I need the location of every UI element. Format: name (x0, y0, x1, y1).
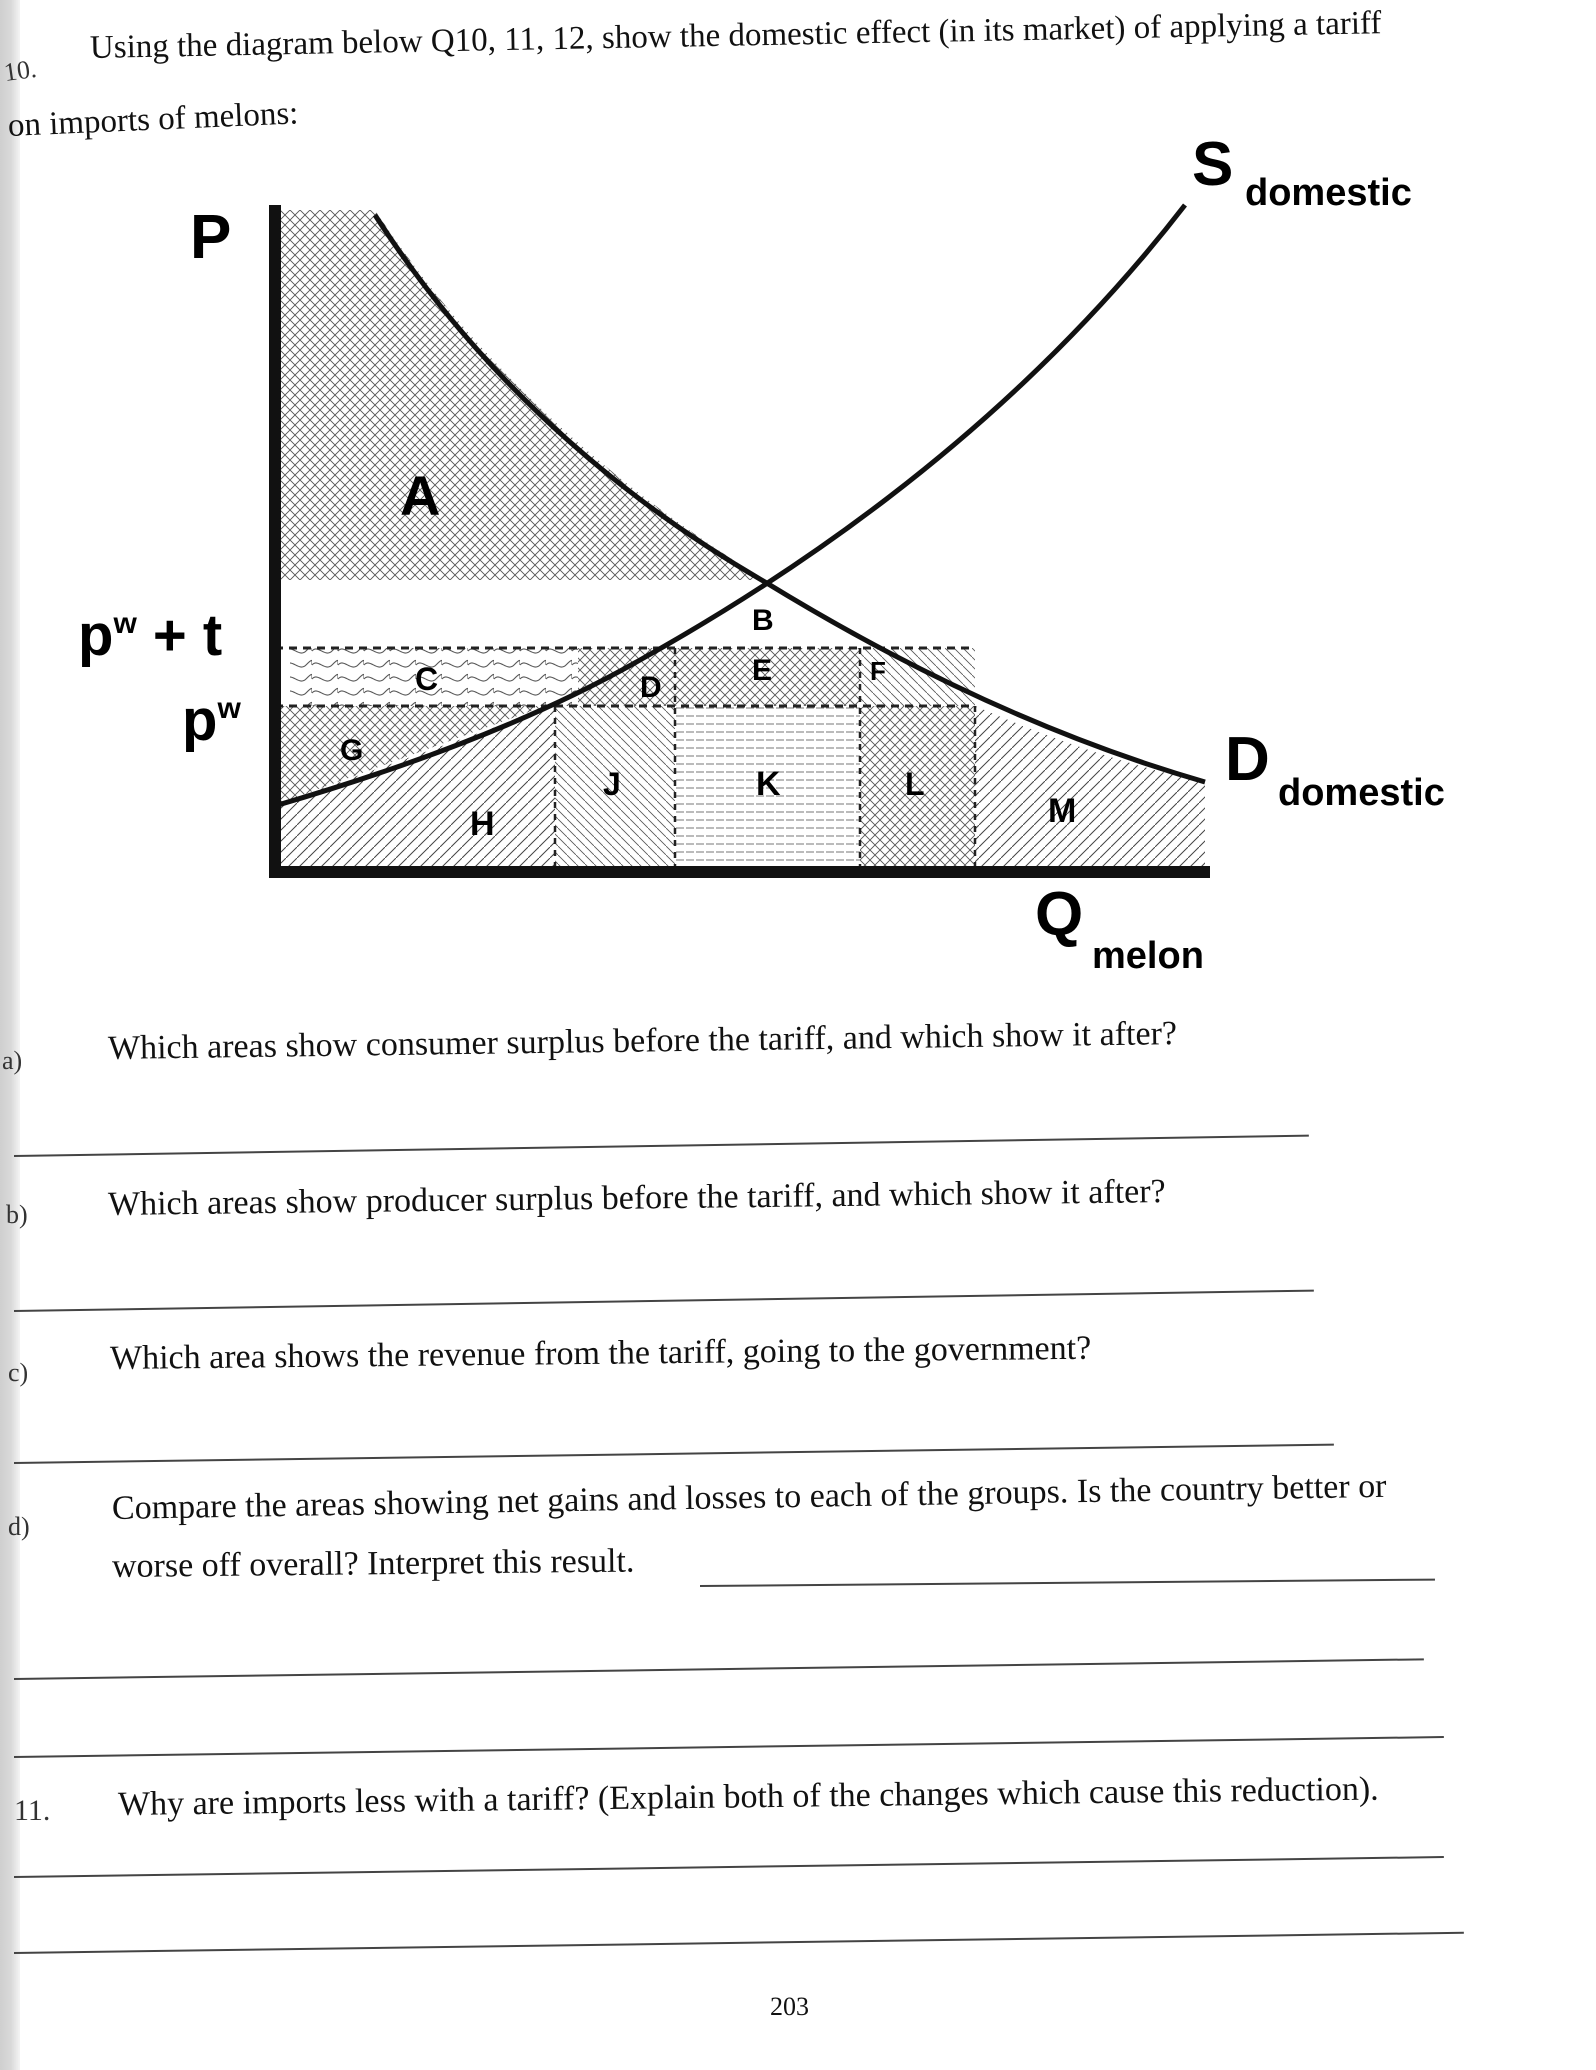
answer-line-11-1[interactable] (14, 1856, 1444, 1878)
price-world-label: $p^w$ (182, 688, 241, 753)
question-11: Why are imports less with a tariff? (Explain both of the changes which cause this reduction). (117, 1770, 1379, 1823)
answer-line-d-1[interactable] (14, 1658, 1424, 1680)
area-label-b: B (752, 604, 774, 637)
question-number-11: 11. (14, 1794, 51, 1827)
area-label-c: C (415, 661, 439, 697)
answer-line-d-inline[interactable] (700, 1579, 1435, 1587)
part-label-c: c) (8, 1358, 29, 1387)
part-label-b: b) (6, 1200, 28, 1229)
area-label-a: A (400, 464, 441, 527)
area-label-h: H (470, 805, 495, 843)
answer-line-11-2[interactable] (14, 1932, 1464, 1954)
area-b-e-region (578, 648, 860, 706)
part-label-a: a) (2, 1046, 23, 1075)
question-a: Which areas show consumer surplus before the tariff, and which show it after? (107, 1015, 1178, 1067)
part-label-d: d) (8, 1512, 30, 1541)
question-c: Which area shows the revenue from the tariff, going to the government? (109, 1329, 1092, 1377)
question-d-line-2: worse off overall? Interpret this result. (111, 1542, 635, 1585)
area-label-j: J (603, 766, 621, 802)
answer-line-d-2[interactable] (14, 1736, 1444, 1758)
page-number: 203 (770, 1992, 809, 2021)
area-label-f: F (870, 656, 886, 686)
area-label-m: M (1048, 792, 1077, 830)
question-b: Which areas show producer surplus before the tariff, and which show it after? (107, 1173, 1166, 1223)
answer-line-a[interactable] (14, 1135, 1309, 1157)
question-d-line-1: Compare the areas showing net gains and losses to each of the groups. Is the country better or (111, 1467, 1387, 1527)
price-axis-label: P (190, 203, 232, 272)
demand-label: D (1225, 725, 1270, 794)
supply-label: S (1192, 130, 1234, 199)
area-label-g: G (340, 734, 364, 767)
area-label-d: D (640, 671, 662, 704)
area-label-l: L (905, 766, 925, 802)
intro-line-2: on imports of melons: (7, 95, 300, 144)
answer-line-c[interactable] (14, 1444, 1334, 1464)
tariff-diagram (0, 0, 1596, 1000)
intro-line-1: Using the diagram below Q10, 11, 12, show the domestic effect (in its market) of applying a tariff (89, 5, 1382, 66)
area-m-region (975, 706, 1205, 870)
question-number-10: 10. (2, 53, 39, 88)
area-label-e: E (752, 654, 773, 687)
answer-line-b[interactable] (14, 1290, 1314, 1312)
supply-subscript: domestic (1245, 172, 1412, 214)
demand-subscript: domestic (1278, 772, 1445, 814)
price-tariff-label: $p^w + t$ (78, 603, 223, 668)
quantity-subscript: melon (1092, 935, 1204, 977)
quantity-axis-label: Q (1035, 880, 1084, 949)
area-label-k: K (756, 765, 781, 803)
